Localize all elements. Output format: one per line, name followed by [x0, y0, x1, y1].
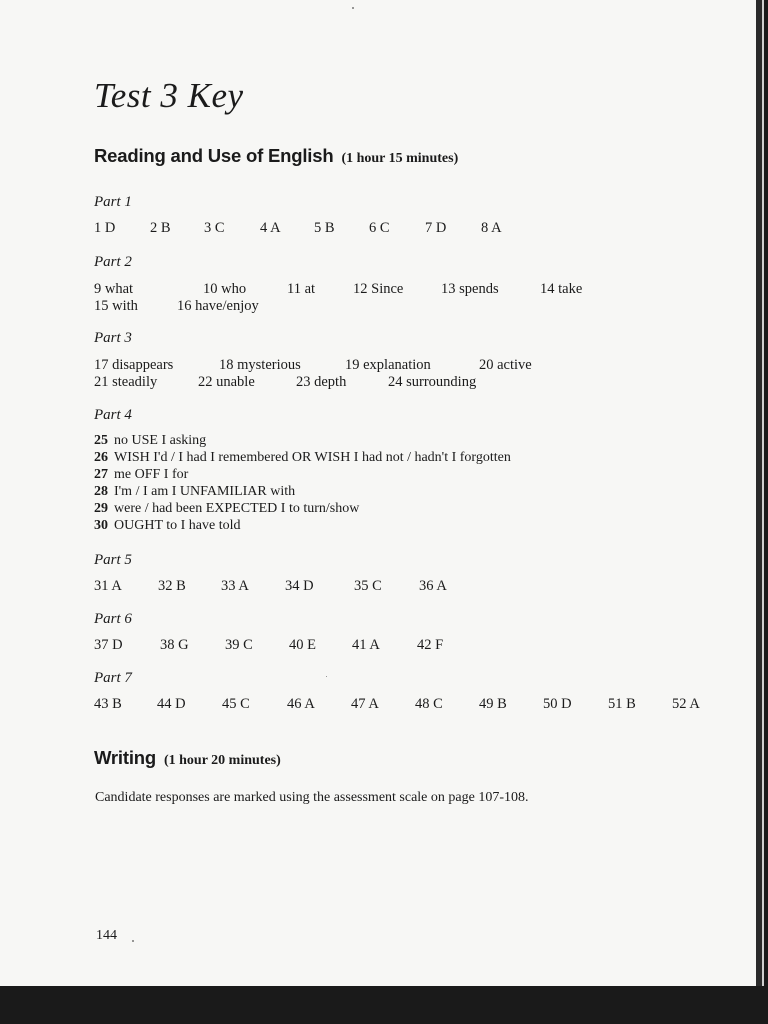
- answer-item: 5 B: [314, 220, 335, 236]
- line-number: 29: [94, 501, 108, 516]
- part3-label: Part 3: [94, 330, 132, 346]
- writing-section-heading: [94, 744, 281, 771]
- part2-label: Part 2: [94, 254, 132, 270]
- answer-item: 47 A: [351, 696, 379, 712]
- reading-heading-text: Reading and Use of English: [94, 145, 334, 166]
- part7-answers: [0, 696, 762, 714]
- line-number: 30: [94, 518, 108, 533]
- line-number: 27: [94, 467, 108, 482]
- answer-item: 10 who: [203, 281, 247, 297]
- answer-item: 40 E: [289, 637, 316, 653]
- line-number: 26: [94, 450, 108, 465]
- answer-item: 18 mysterious: [219, 357, 301, 373]
- answer-item: 44 D: [157, 696, 186, 712]
- answer-item: 21 steadily: [94, 374, 158, 390]
- answer-item: 20 active: [479, 357, 532, 373]
- scan-speck: [326, 676, 327, 677]
- answer-item: 12 Since: [353, 281, 404, 297]
- part6-answers: [0, 637, 762, 655]
- answer-item: 11 at: [287, 281, 316, 297]
- answer-item: 17 disappears: [94, 357, 174, 373]
- part6-label: Part 6: [94, 611, 132, 627]
- answer-item: 32 B: [158, 578, 186, 594]
- answer-item: 6 C: [369, 220, 390, 236]
- answer-item: 22 unable: [198, 374, 255, 390]
- writing-note: Candidate responses are marked using the assessment scale on page 107-108.: [95, 790, 529, 805]
- answer-item: 1 D: [94, 220, 116, 236]
- line-text: I'm / I am I UNFAMILIAR with: [114, 484, 296, 499]
- page-title: Test 3 Key: [94, 76, 244, 115]
- answer-item: 46 A: [287, 696, 315, 712]
- answer-item: 24 surrounding: [388, 374, 477, 390]
- answer-item: 39 C: [225, 637, 253, 653]
- answer-item: 2 B: [150, 220, 171, 236]
- answer-item: 51 B: [608, 696, 636, 712]
- part4-line: [94, 433, 206, 449]
- part5-label: Part 5: [94, 552, 132, 568]
- part4-line: [94, 450, 511, 466]
- reading-duration: (1 hour 15 minutes): [341, 151, 459, 166]
- answer-item: 16 have/enjoy: [177, 298, 259, 314]
- answer-item: 3 C: [204, 220, 225, 236]
- line-text: no USE I asking: [114, 433, 207, 448]
- part1-answers: [0, 220, 762, 238]
- scan-speck: [352, 7, 354, 9]
- scan-speck: [132, 940, 134, 942]
- answer-item: 42 F: [417, 637, 444, 653]
- line-number: 25: [94, 433, 108, 448]
- answer-item: 8 A: [481, 220, 502, 236]
- writing-duration: (1 hour 20 minutes): [163, 753, 281, 768]
- answer-item: 37 D: [94, 637, 123, 653]
- part3-row2: [0, 374, 762, 392]
- answer-item: 7 D: [425, 220, 447, 236]
- part7-label: Part 7: [94, 670, 132, 686]
- reading-section-heading: [94, 142, 458, 169]
- part4-label: Part 4: [94, 407, 132, 423]
- answer-item: 45 C: [222, 696, 250, 712]
- part4-line: [94, 484, 295, 500]
- part1-label: Part 1: [94, 194, 132, 210]
- answer-item: 14 take: [540, 281, 583, 297]
- answer-item: 41 A: [352, 637, 380, 653]
- part5-answers: [0, 578, 762, 596]
- writing-heading-text: Writing: [94, 747, 156, 768]
- line-text: were / had been EXPECTED I to turn/show: [114, 501, 360, 516]
- answer-item: 9 what: [94, 281, 134, 297]
- part4-line: [94, 501, 359, 517]
- part4-line: [94, 467, 188, 483]
- answer-item: 23 depth: [296, 374, 347, 390]
- page-edge: [756, 0, 762, 986]
- answer-item: 48 C: [415, 696, 443, 712]
- answer-item: 50 D: [543, 696, 572, 712]
- answer-item: 4 A: [260, 220, 281, 236]
- part2-row1: [0, 281, 762, 299]
- page-number: 144: [96, 928, 117, 943]
- line-text: me OFF I for: [114, 467, 189, 482]
- answer-item: 31 A: [94, 578, 122, 594]
- answer-item: 38 G: [160, 637, 189, 653]
- answer-item: 35 C: [354, 578, 382, 594]
- line-text: OUGHT to I have told: [114, 518, 241, 533]
- answer-item: 34 D: [285, 578, 314, 594]
- part3-row1: [0, 357, 762, 375]
- answer-item: 33 A: [221, 578, 249, 594]
- line-text: WISH I'd / I had I remembered OR WISH I had not / hadn't I forgotten: [114, 450, 511, 465]
- answer-item: 49 B: [479, 696, 507, 712]
- line-number: 28: [94, 484, 108, 499]
- answer-item: 36 A: [419, 578, 447, 594]
- answer-item: 43 B: [94, 696, 122, 712]
- part2-row2: [0, 298, 762, 316]
- part4-line: [94, 518, 241, 534]
- answer-item: 52 A: [672, 696, 700, 712]
- answer-item: 15 with: [94, 298, 138, 314]
- answer-item: 13 spends: [441, 281, 499, 297]
- answer-item: 19 explanation: [345, 357, 431, 373]
